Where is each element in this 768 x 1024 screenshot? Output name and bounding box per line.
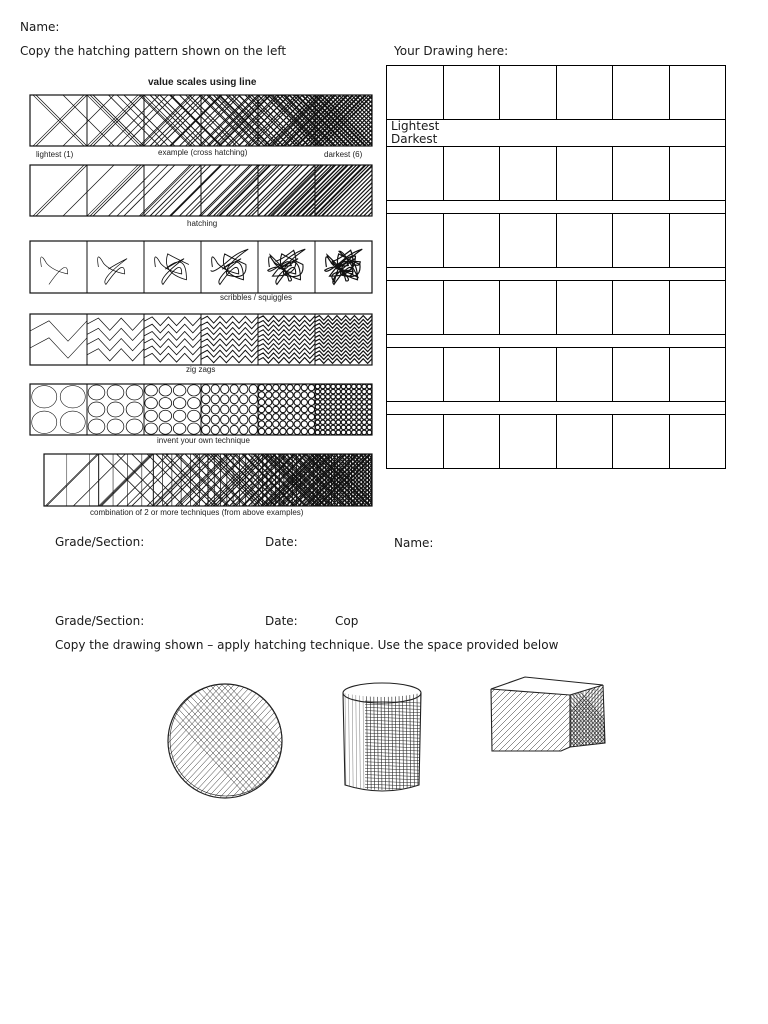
separator-row: [387, 201, 726, 214]
drawing-cell[interactable]: [387, 348, 444, 402]
drawing-grid: [386, 65, 726, 469]
drawing-cell[interactable]: [443, 147, 500, 201]
darkest-label: Darkest: [391, 132, 438, 146]
separator-row: [387, 335, 726, 348]
drawing-cell[interactable]: [443, 415, 500, 469]
drawing-cell[interactable]: [387, 66, 444, 120]
drawing-cell[interactable]: [613, 281, 670, 335]
drawing-cell[interactable]: [669, 66, 726, 120]
drawing-cell[interactable]: [669, 281, 726, 335]
drawing-cell[interactable]: [443, 348, 500, 402]
name-label-2: Name:: [394, 536, 434, 550]
drawing-cell[interactable]: [613, 348, 670, 402]
label-invent: invent your own technique: [157, 436, 250, 445]
separator-row: [387, 402, 726, 415]
drawing-cell[interactable]: [613, 415, 670, 469]
label-darkest: darkest (6): [324, 150, 363, 159]
cylinder-sketch: [343, 683, 422, 796]
drawing-cell[interactable]: [613, 147, 670, 201]
drawing-cell[interactable]: [556, 348, 613, 402]
cube-sketch: [405, 677, 625, 755]
drawing-cell[interactable]: [500, 281, 557, 335]
date-label: Date:: [265, 535, 298, 549]
separator-row: [387, 268, 726, 281]
drawing-cell[interactable]: [556, 214, 613, 268]
drawing-cell[interactable]: [387, 147, 444, 201]
drawing-cell[interactable]: [500, 214, 557, 268]
drawing-cell[interactable]: [387, 214, 444, 268]
grade-section-label-2: Grade/Section:: [55, 614, 145, 628]
label-scribbles: scribbles / squiggles: [220, 293, 293, 302]
drawing-cell[interactable]: [556, 147, 613, 201]
date-label-2: Date:: [265, 614, 298, 628]
reference-title: value scales using line: [148, 77, 257, 88]
drawing-cell[interactable]: [556, 66, 613, 120]
drawing-cell[interactable]: [613, 66, 670, 120]
drawing-cell[interactable]: [613, 214, 670, 268]
drawing-cell[interactable]: [669, 348, 726, 402]
drawing-cell[interactable]: [500, 348, 557, 402]
label-zigzags: zig zags: [186, 365, 216, 374]
drawing-cell[interactable]: [443, 281, 500, 335]
label-lightest: lightest (1): [36, 150, 74, 159]
drawing-cell[interactable]: [669, 214, 726, 268]
instruction-left: Copy the hatching pattern shown on the left: [20, 44, 287, 58]
drawing-cell[interactable]: [387, 415, 444, 469]
label-example: example (cross hatching): [158, 148, 248, 157]
lightest-label: Lightest: [391, 119, 440, 133]
drawing-cell[interactable]: [387, 281, 444, 335]
drawing-cell[interactable]: [669, 415, 726, 469]
scale-label-row: [387, 120, 726, 147]
drawing-cell[interactable]: [443, 66, 500, 120]
grade-section-label: Grade/Section:: [55, 535, 145, 549]
drawing-cell[interactable]: [500, 415, 557, 469]
shapes-sketch: [165, 665, 625, 815]
name-label: Name:: [20, 20, 60, 34]
cop-text: Cop: [335, 614, 359, 628]
label-hatching: hatching: [187, 219, 218, 228]
drawing-cell[interactable]: [443, 214, 500, 268]
drawing-cell[interactable]: [556, 415, 613, 469]
instruction-bottom: Copy the drawing shown – apply hatching technique. Use the space provided below: [55, 638, 559, 652]
instruction-right: Your Drawing here:: [394, 44, 509, 58]
label-combination: combination of 2 or more techniques (from above examples): [90, 508, 304, 517]
drawing-cell[interactable]: [669, 147, 726, 201]
drawing-cell[interactable]: [500, 147, 557, 201]
drawing-cell[interactable]: [500, 66, 557, 120]
drawing-cell[interactable]: [556, 281, 613, 335]
